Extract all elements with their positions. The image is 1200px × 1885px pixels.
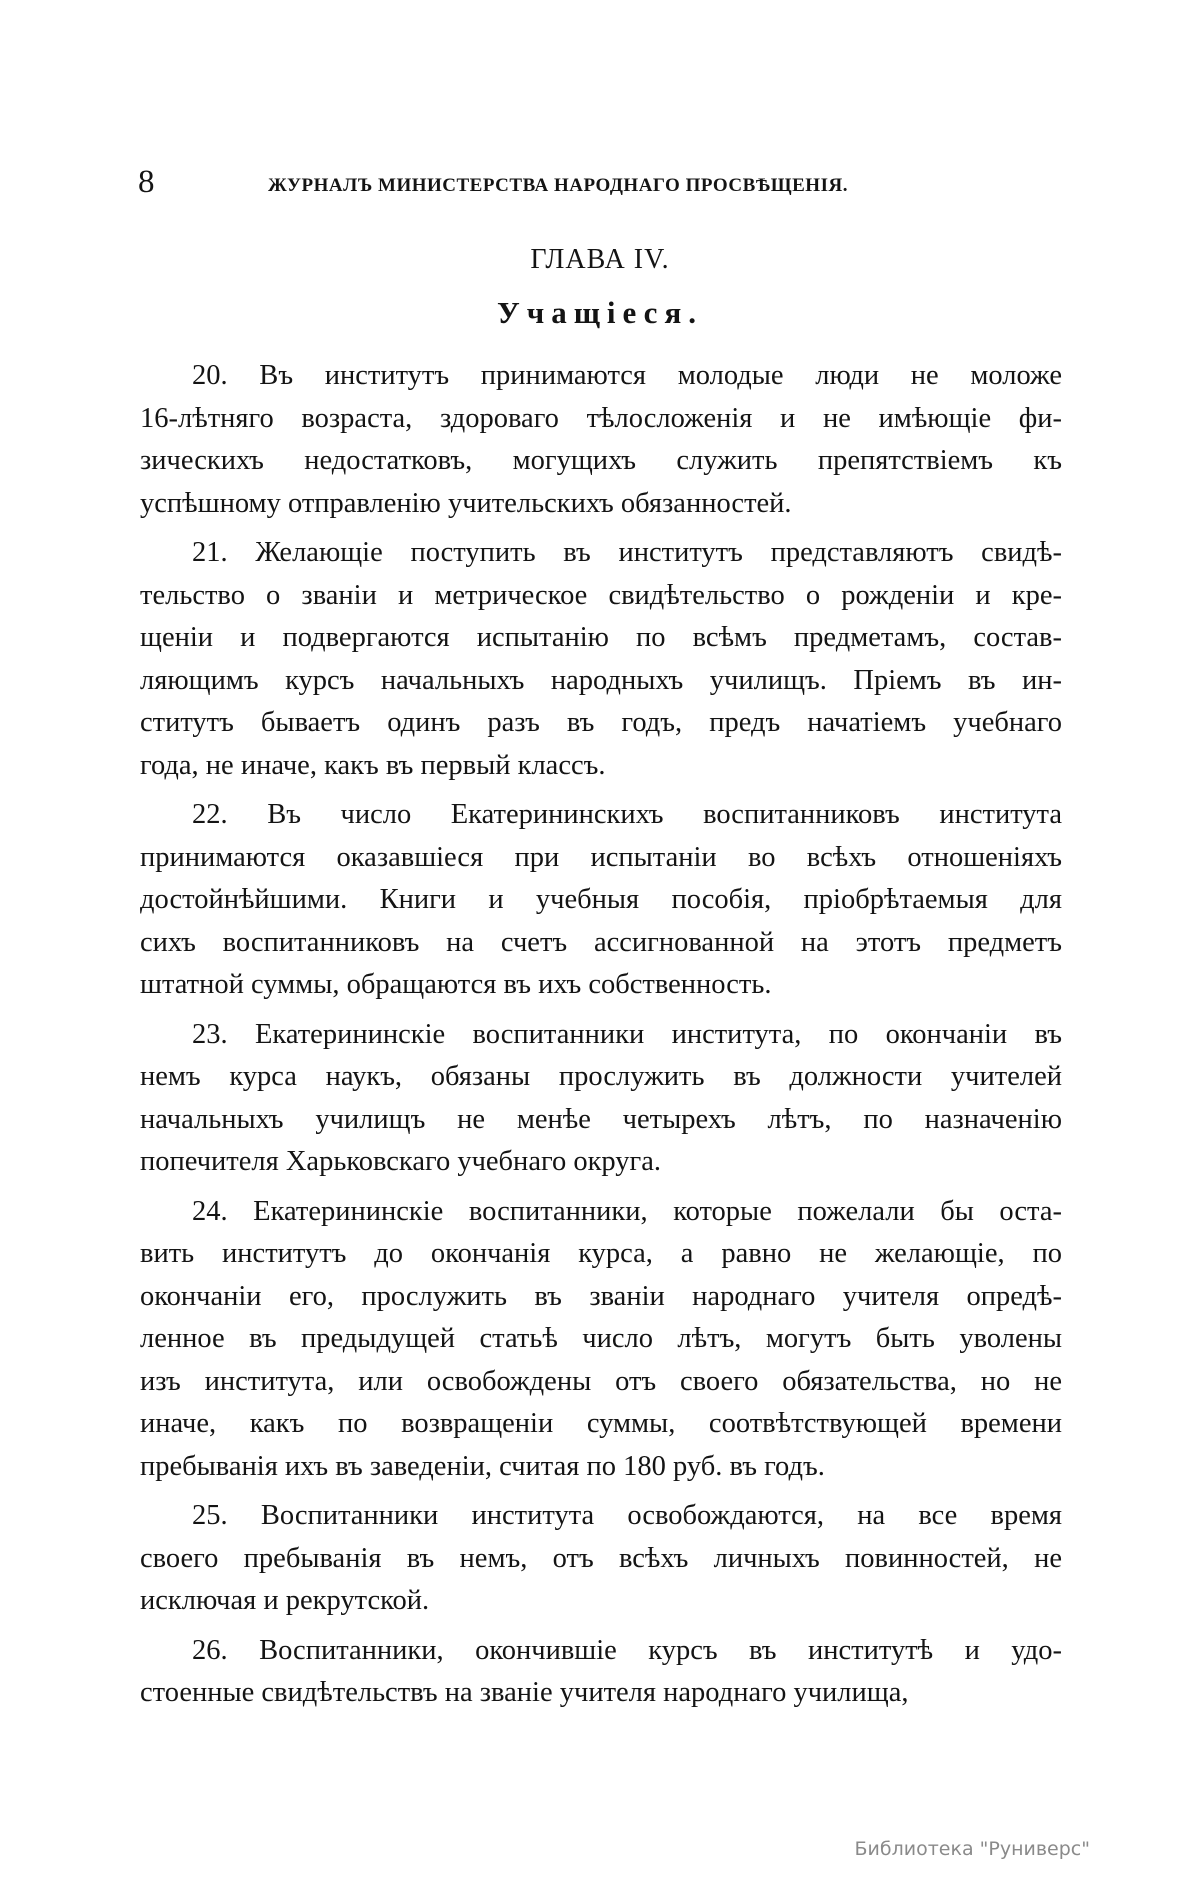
- text-line: 25. Воспитанники института освобождаются, на все время: [192, 1500, 1062, 1531]
- text-line: 16-лѣтняго возраста, здороваго тѣлосложенія и не имѣющіе фи-: [140, 402, 1062, 434]
- text-line: тельство о званіи и метрическое свидѣтельство о рожденіи и кре-: [140, 579, 1062, 611]
- page-number: 8: [138, 164, 155, 200]
- paragraph: [140, 1191, 1062, 1489]
- text-line: зическихъ недостатковъ, могущихъ служить препятствіемъ къ: [140, 445, 1062, 476]
- chapter-title: ГЛАВА IV.: [530, 244, 670, 275]
- library-watermark: Библиотека "Руниверс": [854, 1838, 1090, 1860]
- journal-title: ЖУРНАЛЪ МИНИСТЕРСТВА НАРОДНАГО ПРОСВѢЩЕНІЯ.: [268, 175, 848, 196]
- text-line: 23. Екатерининскіе воспитанники института, по окончаніи въ: [192, 1018, 1062, 1050]
- text-line: года, не иначе, какъ въ первый классъ.: [140, 749, 606, 781]
- text-line: 22. Въ число Екатерининскихъ воспитанниковъ института: [192, 799, 1062, 830]
- text-line: вить институтъ до окончанія курса, а равно не желающіе, по: [140, 1238, 1062, 1269]
- text-line: своего пребыванія въ немъ, отъ всѣхъ личныхъ повинностей, не: [140, 1542, 1062, 1574]
- text-line: достойнѣйшими. Книги и учебныя пособія, пріобрѣтаемыя для: [140, 884, 1062, 915]
- text-line: 24. Екатерининскіе воспитанники, которые пожелали бы оста-: [192, 1195, 1062, 1227]
- paragraph: [140, 355, 1062, 525]
- paragraph: [140, 532, 1062, 787]
- text-line: 26. Воспитанники, окончившіе курсъ въ институтѣ и удо-: [192, 1634, 1062, 1666]
- section-title: Учащіеся.: [497, 295, 703, 330]
- text-line: исключая и рекрутской.: [140, 1585, 430, 1616]
- text-line: успѣшному отправленію учительскихъ обязанностей.: [140, 487, 792, 519]
- paragraph: [140, 794, 1062, 1007]
- text-line: 20. Въ институтъ принимаются молодые люди не моложе: [192, 360, 1062, 391]
- body-text: [140, 355, 1062, 1722]
- running-head: [138, 162, 938, 202]
- text-line: иначе, какъ по возвращеніи суммы, соотвѣтствующей времени: [140, 1408, 1062, 1439]
- text-line: изъ института, или освобождены отъ своего обязательства, но не: [140, 1365, 1062, 1397]
- text-line: ляющимъ курсъ начальныхъ народныхъ училищъ. Пріемъ въ ин-: [140, 664, 1062, 696]
- text-line: 21. Желающіе поступить въ институтъ представляютъ свидѣ-: [192, 537, 1062, 568]
- text-line: стоенные свидѣтельствъ на званіе учителя народнаго училища,: [140, 1677, 909, 1708]
- text-line: попечителя Харьковскаго учебнаго округа.: [140, 1146, 662, 1177]
- text-line: штатной суммы, обращаются въ ихъ собственность.: [140, 969, 772, 1000]
- paragraph: [140, 1014, 1062, 1184]
- text-line: ститутъ бываетъ одинъ разъ въ годъ, предъ начатіемъ учебнаго: [140, 707, 1062, 738]
- text-line: окончаніи его, прослужить въ званіи народнаго учителя опредѣ-: [140, 1280, 1062, 1312]
- text-line: немъ курса наукъ, обязаны прослужить въ должности учителей: [140, 1061, 1062, 1092]
- paragraph: [140, 1630, 1062, 1715]
- paragraph: [140, 1495, 1062, 1623]
- text-line: пребыванія ихъ въ заведеніи, считая по 180 руб. въ годъ.: [140, 1450, 825, 1482]
- text-line: сихъ воспитанниковъ на счетъ ассигнованной на этотъ предметъ: [140, 926, 1062, 958]
- text-line: принимаются оказавшіеся при испытаніи во всѣхъ отношеніяхъ: [140, 841, 1062, 873]
- text-line: начальныхъ училищъ не менѣе четырехъ лѣтъ, по назначенію: [140, 1103, 1062, 1135]
- text-line: щеніи и подвергаются испытанію по всѣмъ предметамъ, состав-: [140, 622, 1062, 653]
- text-line: ленное въ предыдущей статьѣ число лѣтъ, могутъ быть уволены: [140, 1323, 1062, 1354]
